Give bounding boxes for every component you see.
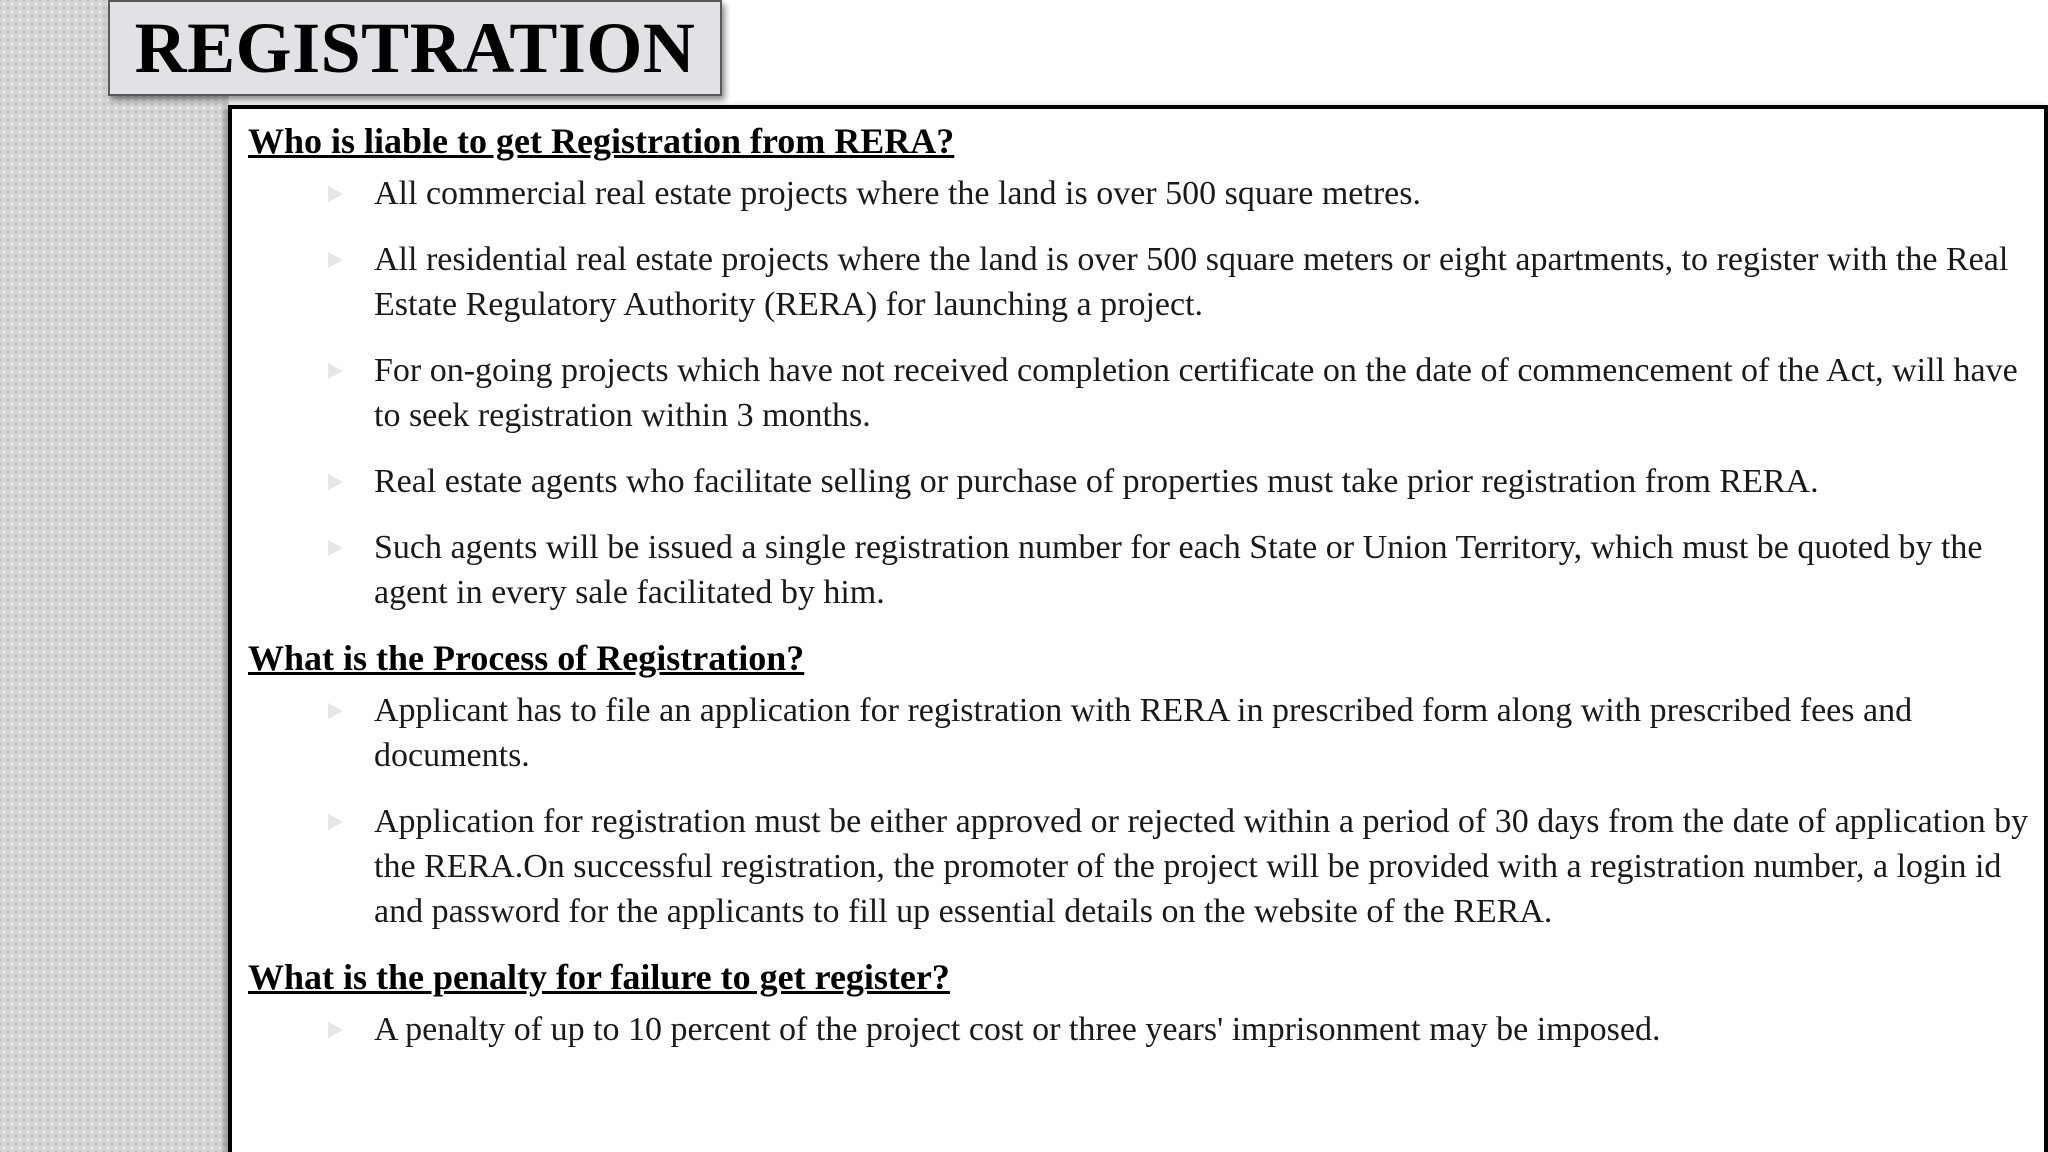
list-item: [248, 799, 2030, 934]
list-item-text: A penalty of up to 10 percent of the project cost or three years' imprisonment may be imposed.: [374, 1011, 1661, 1048]
list-item: [248, 688, 2030, 778]
section-process: [248, 636, 2030, 934]
list-item-text: Applicant has to file an application for registration with RERA in prescribed form along with prescribed fees and documents.: [374, 692, 1913, 774]
slide-title-box: [108, 0, 722, 96]
slide-title: REGISTRATION: [134, 7, 696, 88]
list-item: [248, 348, 2030, 438]
list-item-text: Application for registration must be either approved or rejected within a period of 30 days from the date of application by the RERA.On successful registration, the promoter of the project will be provided with a registration number, a login id and password for the applicants to fill up essential details on the website of the RERA.: [374, 803, 2029, 930]
list-item: [248, 459, 2030, 504]
list-item-text: All commercial real estate projects where the land is over 500 square metres.: [374, 175, 1421, 212]
bullet-list: [248, 1007, 2030, 1052]
decorative-pattern-strip: [0, 0, 229, 1152]
bullet-list: [248, 688, 2030, 934]
list-item-text: Real estate agents who facilitate selling or purchase of properties must take prior registration from RERA.: [374, 463, 1819, 500]
triangle-bullet-icon: [328, 252, 343, 268]
list-item: [248, 237, 2030, 327]
list-item-text: Such agents will be issued a single registration number for each State or Union Territory, which must be quoted by the agent in every sale facilitated by him.: [374, 529, 1983, 611]
bullet-list: [248, 171, 2030, 615]
section-liability: [248, 119, 2030, 615]
list-item: [248, 1007, 2030, 1052]
content-box: [228, 105, 2048, 1152]
triangle-bullet-icon: [328, 474, 343, 490]
triangle-bullet-icon: [328, 540, 343, 556]
section-heading: Who is liable to get Registration from RERA?: [248, 121, 955, 161]
triangle-bullet-icon: [328, 703, 343, 719]
section-heading: What is the Process of Registration?: [248, 638, 805, 678]
triangle-bullet-icon: [328, 186, 343, 202]
triangle-bullet-icon: [328, 363, 343, 379]
list-item: [248, 171, 2030, 216]
list-item: [248, 525, 2030, 615]
list-item-text: For on-going projects which have not received completion certificate on the date of commencement of the Act, will have to seek registration within 3 months.: [374, 352, 2018, 434]
list-item-text: All residential real estate projects where the land is over 500 square meters or eight apartments, to register with the Real Estate Regulatory Authority (RERA) for launching a project.: [374, 241, 2009, 323]
section-penalty: [248, 955, 2030, 1052]
triangle-bullet-icon: [328, 814, 343, 830]
section-heading: What is the penalty for failure to get register?: [248, 957, 950, 997]
triangle-bullet-icon: [328, 1022, 343, 1038]
